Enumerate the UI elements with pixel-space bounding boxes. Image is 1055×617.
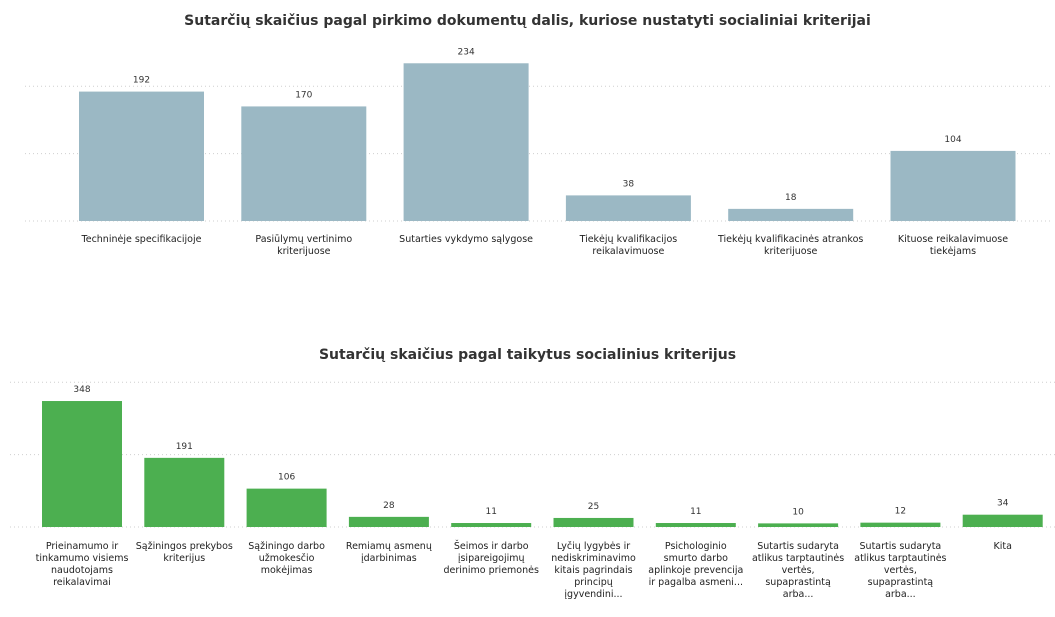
- data-label-chart1-2: 234: [457, 47, 475, 58]
- bar-chart2-1: [144, 458, 224, 527]
- category-label-chart2-0: Prieinamumo ir tinkamumo visiems naudotojams reikalavimai: [35, 541, 129, 588]
- category-label-chart1-3: Tiekėjų kvalifikacijos reikalavimuose: [579, 234, 678, 257]
- chart-title-criteria: Sutarčių skaičius pagal taikytus socialinius kriterijus: [318, 347, 737, 363]
- category-label-chart1-0: Techninėje specifikacijoje: [81, 234, 202, 245]
- bar-chart2-9: [963, 515, 1043, 527]
- category-label-chart2-1: Sąžiningos prekybos kriterijus: [135, 541, 233, 564]
- data-label-chart1-3: 38: [622, 179, 635, 190]
- bar-chart2-3: [349, 517, 429, 527]
- bar-chart2-0: [42, 401, 122, 527]
- category-label-chart1-1: Pasiūlymų vertinimo kriterijuose: [255, 234, 353, 257]
- data-label-chart2-1: 191: [175, 441, 193, 452]
- data-label-chart2-6: 11: [690, 507, 702, 518]
- bar-chart1-2: [404, 63, 529, 221]
- data-label-chart2-0: 348: [73, 385, 91, 396]
- bar-chart2-5: [554, 518, 634, 527]
- data-label-chart2-9: 34: [996, 498, 1009, 509]
- bar-chart2-2: [247, 489, 327, 527]
- data-label-chart2-7: 10: [792, 507, 804, 518]
- bar-chart2-8: [860, 523, 940, 527]
- data-label-chart1-4: 18: [784, 192, 797, 203]
- bar-chart1-3: [566, 195, 691, 221]
- bar-chart1-4: [728, 209, 853, 221]
- category-label-chart2-4: Šeimos ir darbo įsipareigojimų derinimo priemonės: [443, 541, 539, 576]
- data-label-chart1-5: 104: [944, 134, 962, 145]
- bar-chart2-4: [451, 523, 531, 527]
- chart-title-documents: Sutarčių skaičius pagal pirkimo dokumentų dalis, kuriose nustatyti socialiniai kriterijai: [184, 13, 871, 29]
- category-label-chart2-8: Sutartis sudaryta atlikus tarptautinės vertės, supaprastintą arba...: [854, 541, 947, 600]
- bar-chart1-5: [891, 151, 1016, 221]
- data-label-chart2-3: 28: [383, 500, 395, 511]
- bar-chart1-1: [241, 106, 366, 221]
- category-label-chart1-2: Sutarties vykdymo sąlygose: [399, 234, 534, 245]
- category-label-chart1-5: Kituose reikalavimuose tiekėjams: [897, 234, 1009, 257]
- category-label-chart2-7: Sutartis sudaryta atlikus tarptautinės vertės, supaprastintą arba...: [751, 541, 845, 600]
- category-label-chart2-5: Lyčių lygybės ir nediskriminavimo kitais pagrindais principų įgyvendini...: [551, 541, 636, 600]
- bar-chart2-7: [758, 523, 838, 527]
- category-label-chart2-6: Psichologinio smurto darbo aplinkoje prevencija ir pagalba asmeni...: [648, 541, 744, 588]
- data-label-chart1-0: 192: [132, 75, 151, 86]
- data-label-chart2-4: 11: [485, 507, 497, 518]
- category-label-chart2-9: Kita: [993, 541, 1012, 552]
- data-label-chart2-8: 12: [894, 506, 907, 517]
- category-label-chart1-4: Tiekėjų kvalifikacinės atrankos kriterijuose: [718, 234, 864, 257]
- data-label-chart1-1: 170: [295, 90, 313, 101]
- bar-chart1-0: [79, 92, 204, 221]
- bar-chart2-6: [656, 523, 736, 527]
- category-label-chart2-3: Remiamų asmenų įdarbinimas: [345, 541, 432, 564]
- category-label-chart2-2: Sąžiningo darbo užmokesčio mokėjimas: [248, 541, 325, 576]
- data-label-chart2-5: 25: [587, 501, 600, 512]
- data-label-chart2-2: 106: [278, 472, 296, 483]
